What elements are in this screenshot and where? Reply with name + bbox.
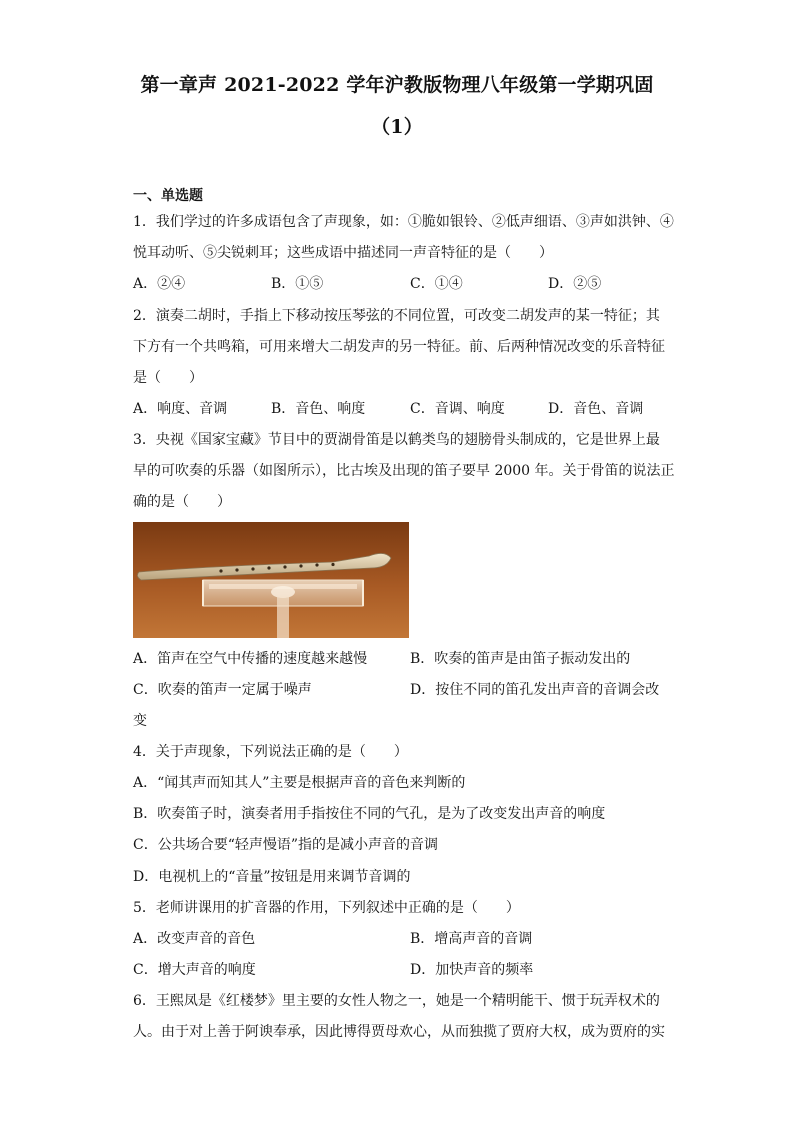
q3-option-b: B．吹奏的笛声是由笛子振动发出的 [410, 651, 631, 667]
q4-option-b: B．吹奏笛子时，演奏者用手指按住不同的气孔，是为了改变发出声音的响度 [133, 806, 606, 822]
q3-option-d-continued: 变 [133, 713, 147, 729]
q3-option-d: D．按住不同的笛孔发出声音的音调会改 [410, 682, 660, 698]
q5-option-b: B．增高声音的音调 [410, 931, 533, 947]
q3-stem-line1: 3．央视《国家宝藏》节目中的贾湖骨笛是以鹤类鸟的翅膀骨头制成的，它是世界上最 [133, 432, 660, 448]
q1-option-a: A．②④ [133, 276, 186, 292]
q4-option-a: A．“闻其声而知其人”主要是根据声音的音色来判断的 [133, 775, 466, 791]
page-title: 第一章声 2021-2022 学年沪教版物理八年级第一学期巩固 [140, 74, 654, 96]
q5-option-c: C．增大声音的响度 [133, 962, 256, 978]
q2-option-c: C．音调、响度 [410, 401, 505, 417]
q3-option-c: C．吹奏的笛声一定属于噪声 [133, 682, 312, 698]
q6-stem-line2: 人。由于对上善于阿谀奉承，因此博得贾母欢心，从而独揽了贾府大权，成为贾府的实 [133, 1024, 665, 1040]
q4-stem: 4．关于声现象，下列说法正确的是（ ） [133, 744, 408, 760]
q5-option-d: D．加快声音的频率 [410, 962, 534, 978]
page-title-suffix: （1） [371, 116, 423, 138]
q2-stem-line2: 下方有一个共鸣箱，可用来增大二胡发声的另一特征。前、后两种情况改变的乐音特征 [133, 339, 665, 355]
q3-stem-line3: 确的是（ ） [133, 494, 231, 510]
q4-option-c: C．公共场合要“轻声慢语”指的是减小声音的音调 [133, 837, 439, 853]
q4-option-d: D．电视机上的“音量”按钮是用来调节音调的 [133, 869, 411, 885]
q5-option-a: A．改变声音的音色 [133, 931, 256, 947]
q3-option-a: A．笛声在空气中传播的速度越来越慢 [133, 651, 368, 667]
q2-stem-line1: 2．演奏二胡时，手指上下移动按压琴弦的不同位置，可改变二胡发声的某一特征；其 [133, 308, 660, 324]
q1-stem-line1: 1．我们学过的许多成语包含了声现象，如：①脆如银铃、②低声细语、③声如洪钟、④ [133, 214, 674, 230]
q2-option-a: A．响度、音调 [133, 401, 228, 417]
q3-stem-line2: 早的可吹奏的乐器（如图所示），比古埃及出现的笛子要早 2000 年。关于骨笛的说法正 [133, 463, 675, 479]
q2-option-b: B．音色、响度 [271, 401, 366, 417]
q5-stem: 5．老师讲课用的扩音器的作用，下列叙述中正确的是（ ） [133, 900, 520, 916]
q1-stem-line2: 悦耳动听、⑤尖锐刺耳；这些成语中描述同一声音特征的是（ ） [133, 245, 553, 261]
bone-flute-photo [133, 522, 409, 638]
q1-option-d: D．②⑤ [548, 276, 602, 292]
q2-stem-line3: 是（ ） [133, 370, 203, 386]
q6-stem-line1: 6．王熙凤是《红楼梦》里主要的女性人物之一，她是一个精明能干、惯于玩弄权术的 [133, 993, 660, 1009]
q1-option-c: C．①④ [410, 276, 463, 292]
q1-option-b: B．①⑤ [271, 276, 324, 292]
q2-option-d: D．音色、音调 [548, 401, 644, 417]
section-heading: 一、单选题 [133, 188, 203, 204]
